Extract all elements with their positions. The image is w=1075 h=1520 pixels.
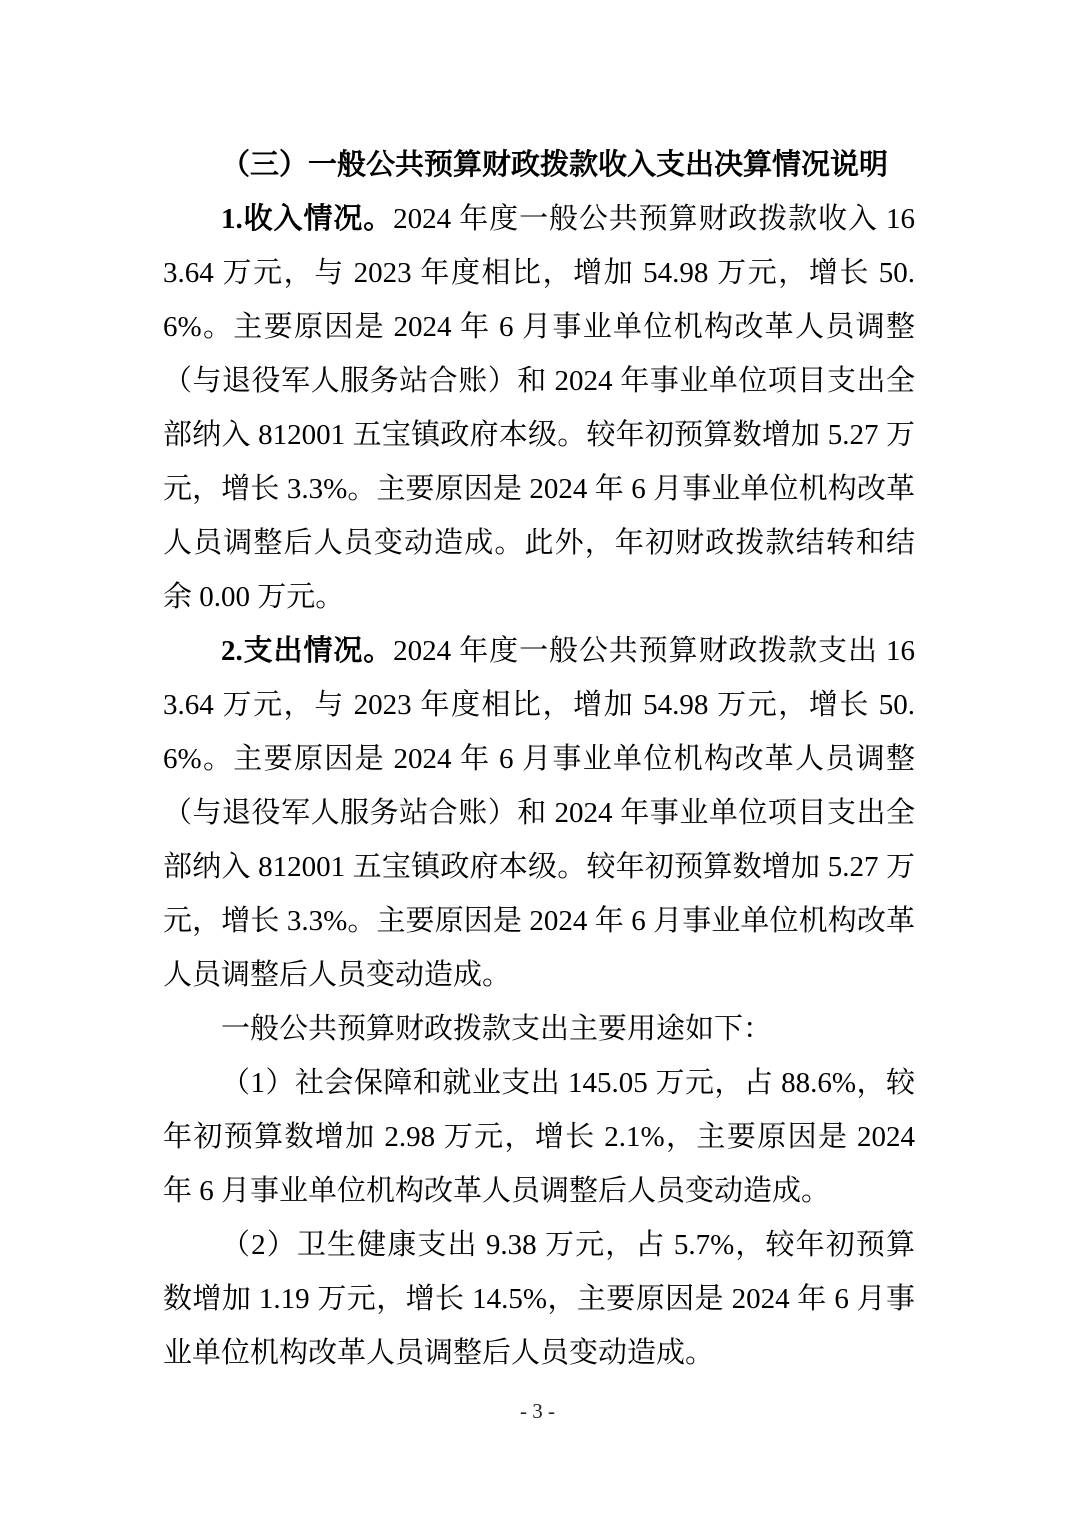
section-heading: （三）一般公共预算财政拨款收入支出决算情况说明 [221, 149, 889, 181]
paragraph-item-1 [163, 1056, 915, 1218]
paragraph-expenditure-text: 2024 年度一般公共预算财政拨款支出 163.64 万元，与 2023 年度相比，增加 54.98 万元，增长 50.6%。主要原因是 2024 年 6 月事业单位机构改革人员调整（与退役军人服务站合账）和 2024 年事业单位项目支出全部纳入 812001 五宝镇政府本级。较年初预算数增加 5.27 万元，增长 3.3%。主要原因是 2024 年 6 月事业单位机构改革人员调整后人员变动造成。 [163, 635, 915, 991]
paragraph-usage-intro [163, 1002, 915, 1056]
paragraph-item-1-text: （1）社会保障和就业支出 145.05 万元，占 88.6%，较年初预算数增加 2.98 万元，增长 2.1%，主要原因是 2024 年 6 月事业单位机构改革人员调整后人员变动造成。 [163, 1067, 915, 1207]
paragraph-expenditure [163, 624, 915, 1002]
paragraph-usage-intro-text: 一般公共预算财政拨款支出主要用途如下： [221, 1013, 773, 1045]
paragraph-income [163, 192, 915, 624]
paragraph-item-2 [163, 1218, 915, 1380]
paragraph-income-text: 2024 年度一般公共预算财政拨款收入 163.64 万元，与 2023 年度相比，增加 54.98 万元，增长 50.6%。主要原因是 2024 年 6 月事业单位机构改革人员调整（与退役军人服务站合账）和 2024 年事业单位项目支出全部纳入 812001 五宝镇政府本级。较年初预算数增加 5.27 万元，增长 3.3%。主要原因是 2024 年 6 月事业单位机构改革人员调整后人员变动造成。此外，年初财政拨款结转和结余 0.00 万元。 [163, 203, 915, 613]
paragraph-expenditure-lead: 2.支出情况。 [221, 635, 394, 667]
paragraph-income-lead: 1.收入情况。 [221, 203, 394, 235]
document-body [163, 138, 915, 1380]
page-footer [0, 1396, 1075, 1426]
paragraph-item-2-text: （2）卫生健康支出 9.38 万元，占 5.7%，较年初预算数增加 1.19 万元，增长 14.5%，主要原因是 2024 年 6 月事业单位机构改革人员调整后人员变动造成。 [163, 1229, 915, 1369]
page-number: - 3 - [520, 1399, 555, 1423]
